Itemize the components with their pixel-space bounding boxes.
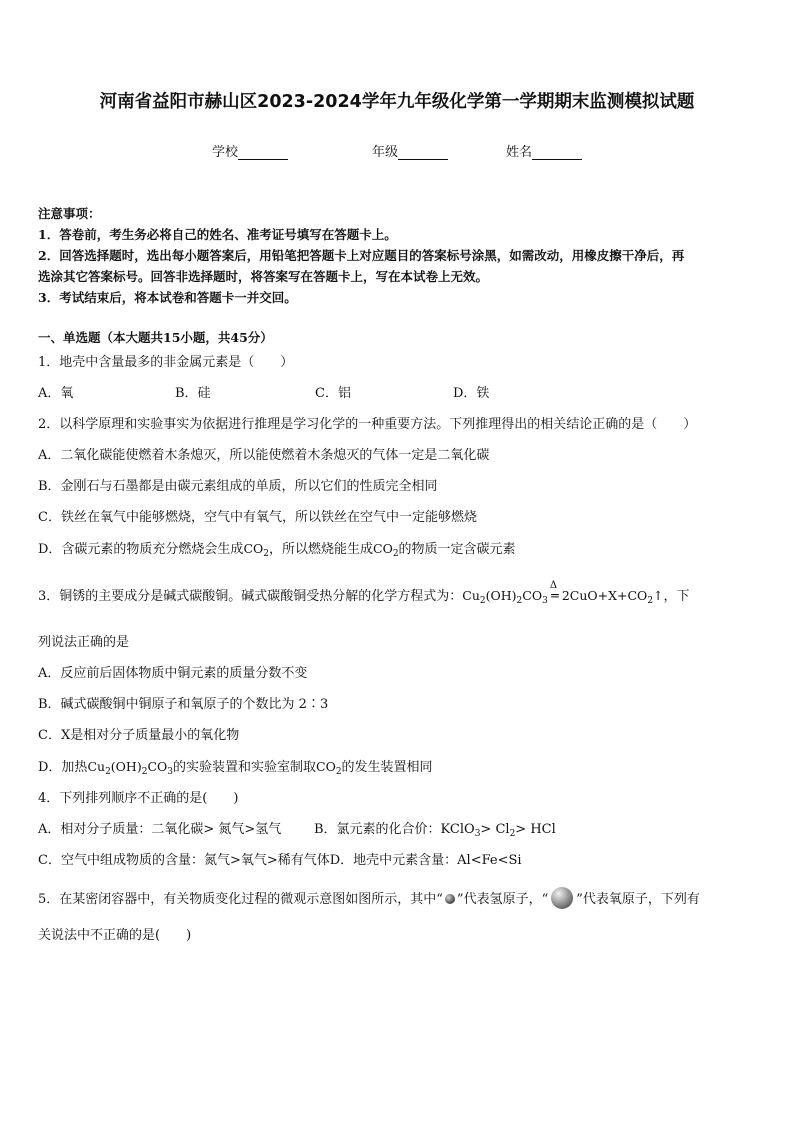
option-a[interactable]: A．反应前后固体物质中铜元素的质量分数不变 (38, 666, 308, 681)
name-blank[interactable] (532, 145, 582, 160)
school-blank[interactable] (238, 145, 288, 160)
option-d[interactable]: D．铁 (453, 386, 490, 401)
stem-text: ”代表氢原子，“ (456, 892, 549, 907)
option-b[interactable]: B．碱式碳酸铜中铜原子和氧原子的个数比为 2∶3 (38, 697, 329, 712)
notice-item: 3．考试结束后，将本试卷和答题卡一并交回。 (38, 290, 297, 305)
question-4-stem: 4．下列排列顺序不正确的是( ) (38, 791, 239, 806)
option-text: 的物质一定含碳元素 (398, 542, 516, 557)
option-text: D．加热 (38, 760, 88, 775)
section-heading: 一、单选题（本大题共15小题，共45分） (38, 330, 273, 345)
option-a[interactable]: A．二氧化碳能使燃着木条熄灭，所以能使燃着木条熄灭的气体一定是二氧化碳 (38, 448, 490, 463)
stem-text: 5．在某密闭容器中，有关物质变化过程的微观示意图如图所示，其中“ (38, 892, 443, 907)
question-5-stem-cont: 关说法中不正确的是( ) (38, 928, 192, 943)
grade-label: 年级 (372, 145, 399, 160)
grade-blank[interactable] (398, 145, 448, 160)
heat-equals-icon: Δ ═ (549, 580, 559, 603)
name-field (506, 141, 582, 160)
question-3-stem (38, 580, 758, 611)
name-label: 姓名 (506, 145, 533, 160)
stem-text: ”代表氧原子，下列有 (576, 892, 700, 907)
notice-heading: 注意事项： (38, 206, 101, 221)
question-2-stem: 2．以科学原理和实验事实为依据进行推理是学习化学的一种重要方法。下列推理得出的相关结论正确的是（ ） (38, 417, 697, 432)
stem-text: ，下 (663, 589, 690, 604)
school-label: 学校 (212, 145, 239, 160)
question-4-options-ab (38, 820, 758, 844)
notice-item: 2．回答选择题时，选出每小题答案后，用铅笔把答题卡上对应题目的答案标号涂黑，如需改动，用橡皮擦干净后，再 (38, 248, 685, 263)
question-1-options (38, 384, 758, 404)
option-c[interactable]: C．X是相对分子质量最小的氧化物 (38, 728, 240, 743)
option-d[interactable] (38, 539, 758, 564)
notice-item: 1．答卷前，考生务必将自己的姓名、准考证号填写在答题卡上。 (38, 227, 397, 242)
stem-text: 3．铜锈的主要成分是碱式碳酸铜。碱式碳酸铜受热分解的化学方程式为： (38, 589, 463, 604)
oxygen-atom-icon (551, 887, 573, 909)
grade-field (372, 141, 448, 160)
option-a[interactable]: A．氧 (38, 386, 74, 401)
option-b[interactable]: B．氯元素的化合价：KClO$_3$> $Cl_2>$ HCl (314, 822, 556, 839)
option-text: 的发生装置相同 (341, 760, 433, 775)
option-c[interactable]: C．铁丝在氧气中能够燃烧，空气中有氧气，所以铁丝在空气中一定能够燃烧 (38, 510, 477, 525)
school-field (212, 141, 288, 160)
chem-formula: $Cu_2(OH)_2CO_3$ (87, 759, 173, 777)
option-b[interactable]: B．硅 (175, 386, 211, 401)
notice-item: 选涂其它答案标号。回答非选择题时，将答案写在答题卡上，写在本试卷上无效。 (38, 269, 489, 284)
option-text: D．含碳元素的物质充分燃烧会生成 (38, 542, 244, 557)
question-1-stem: 1．地壳中含量最多的非金属元素是（ ） (38, 355, 294, 370)
hydrogen-atom-icon (445, 894, 455, 904)
notice-block (38, 203, 758, 308)
option-c[interactable]: C．空气中组成物质的含量：氮气>氧气>稀有气体 (38, 853, 330, 868)
question-4-options-cd (38, 851, 758, 871)
chem-formula: $CO_2$ (373, 541, 399, 559)
option-text: 的实验装置和实验室制取 (172, 760, 316, 775)
option-text: ，所以燃烧能生成 (268, 542, 373, 557)
option-c[interactable]: C．铝 (315, 386, 351, 401)
question-5-stem (38, 887, 758, 910)
chem-formula: $CO_2$ (316, 759, 342, 777)
chem-formula: $CO_2$ (243, 541, 269, 559)
option-d[interactable] (38, 757, 758, 782)
option-b[interactable]: B．金刚石与石墨都是由碳元素组成的单质，所以它们的性质完全相同 (38, 479, 438, 494)
option-a[interactable]: A．相对分子质量：二氧化碳> 氮气>氢气 (38, 822, 282, 837)
chemical-equation: $Cu_2(OH)_2CO_3$ Δ ═ $2CuO+X+CO_2↑$ (462, 580, 664, 606)
question-3-stem-cont: 列说法正确的是 (38, 635, 130, 650)
exam-title: 河南省益阳市赫山区2023-2024学年九年级化学第一学期期末监测模拟试题 (99, 92, 695, 112)
option-d[interactable]: D．地壳中元素含量：Al<Fe<Si (329, 853, 522, 868)
